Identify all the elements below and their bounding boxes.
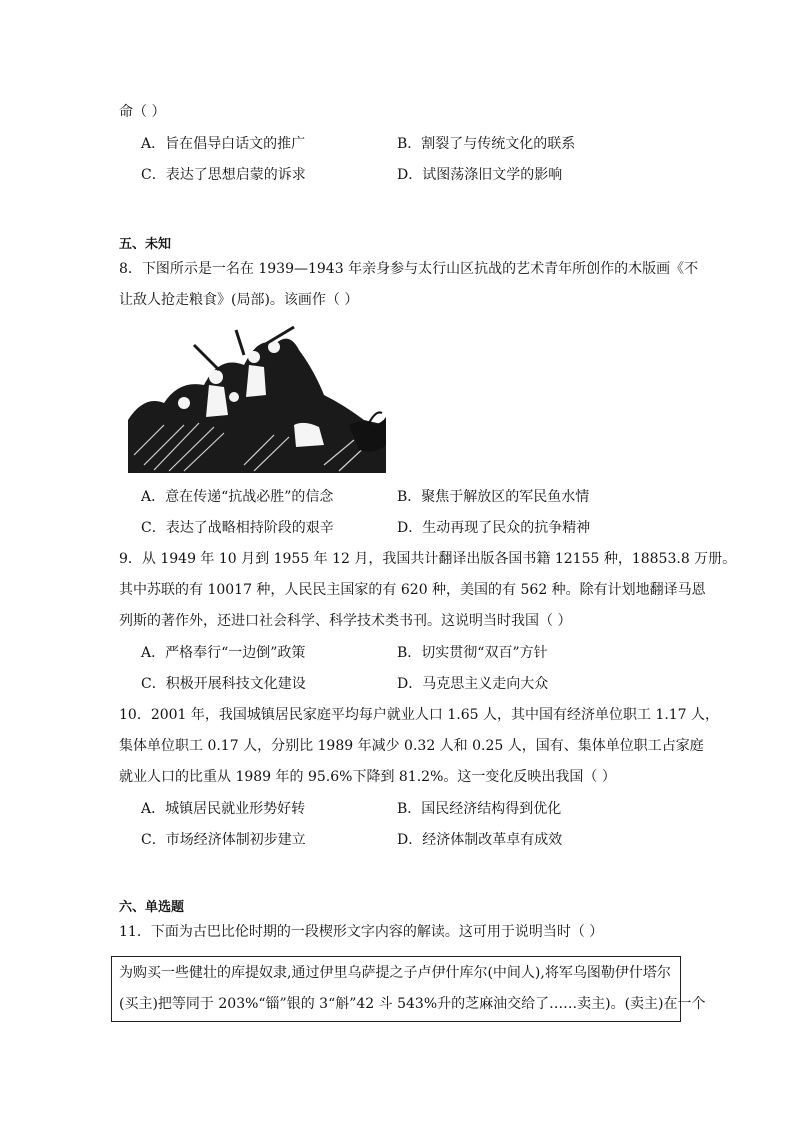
q7-option-c[interactable]: C．表达了思想启蒙的诉求 <box>141 167 306 183</box>
q10-option-b[interactable]: B．国民经济结构得到优化 <box>397 801 562 817</box>
q8-option-a[interactable]: A．意在传递“抗战必胜”的信念 <box>141 489 334 505</box>
q9-option-d[interactable]: D．马克思主义走向大众 <box>397 676 549 692</box>
q8-stem-line1: 8．下图所示是一名在 1939—1943 年亲身参与太行山区抗战的艺术青年所创作的木版画《不 <box>119 261 699 277</box>
q8-option-b[interactable]: B．聚焦于解放区的军民鱼水情 <box>397 489 590 505</box>
section-heading-6: 六、单选题 <box>119 900 185 915</box>
q11-stem-line1: 11．下面为古巴比伦时期的一段楔形文字内容的解读。这可用于说明当时（ ） <box>119 924 604 940</box>
q7-option-b[interactable]: B．割裂了与传统文化的联系 <box>397 136 576 152</box>
q8-option-c[interactable]: C．表达了战略相持阶段的艰辛 <box>141 520 334 536</box>
q11-source-line1: 为购买一些健壮的库提奴隶,通过伊里乌萨提之子卢伊什库尔(中间人),将军乌图勒伊什塔尔 <box>119 965 671 981</box>
q9-option-a[interactable]: A．严格奉行“一边倒”政策 <box>141 645 306 661</box>
q7-option-a[interactable]: A．旨在倡导白话文的推广 <box>141 136 306 152</box>
q10-option-d[interactable]: D．经济体制改革卓有成效 <box>397 832 563 848</box>
q10-stem-line2: 集体单位职工 0.17 人，分别比 1989 年减少 0.32 人和 0.25 人，国有、集体单位职工占家庭 <box>119 738 704 754</box>
q8-stem-line2: 让敌人抢走粮食》(局部)。该画作（ ） <box>119 292 359 308</box>
q10-option-c[interactable]: C．市场经济体制初步建立 <box>141 832 306 848</box>
q8-option-d[interactable]: D．生动再现了民众的抗争精神 <box>397 520 591 536</box>
q9-stem-line2: 其中苏联的有 10017 种，人民民主国家的有 620 种，美国的有 562 种。除有计划地翻译马恩 <box>119 582 706 598</box>
q9-option-b[interactable]: B．切实贯彻“双百”方针 <box>397 645 548 661</box>
q7-stem-tail: 命（ ） <box>119 104 166 120</box>
woodcut-figure <box>124 325 386 473</box>
q10-stem-line1: 10．2001 年，我国城镇居民家庭平均每户就业人口 1.65 人，其中国有经济单位职工 1.17 人， <box>119 707 720 723</box>
q7-option-d[interactable]: D．试图荡涤旧文学的影响 <box>397 167 563 183</box>
q9-stem-line1: 9．从 1949 年 10 月到 1955 年 12 月，我国共计翻译出版各国书籍 12155 种，18853.8 万册。 <box>119 551 737 567</box>
q10-stem-line3: 就业人口的比重从 1989 年的 95.6%下降到 81.2%。这一变化反映出我国（ ） <box>119 769 616 785</box>
section-heading-5: 五、未知 <box>119 237 172 252</box>
q11-source-line2: (买主)把等同于 203%“锱”银的 3“斛”42 斗 543%升的芝麻油交给了……卖主)。(卖主)在一个 <box>119 996 706 1012</box>
q11-source-box <box>111 956 706 1022</box>
q9-stem-line3: 列斯的著作外，还进口社会科学、科学技术类书刊。这说明当时我国（ ） <box>119 613 572 629</box>
q10-option-a[interactable]: A．城镇居民就业形势好转 <box>141 801 306 817</box>
q9-option-c[interactable]: C．积极开展科技文化建设 <box>141 676 306 692</box>
